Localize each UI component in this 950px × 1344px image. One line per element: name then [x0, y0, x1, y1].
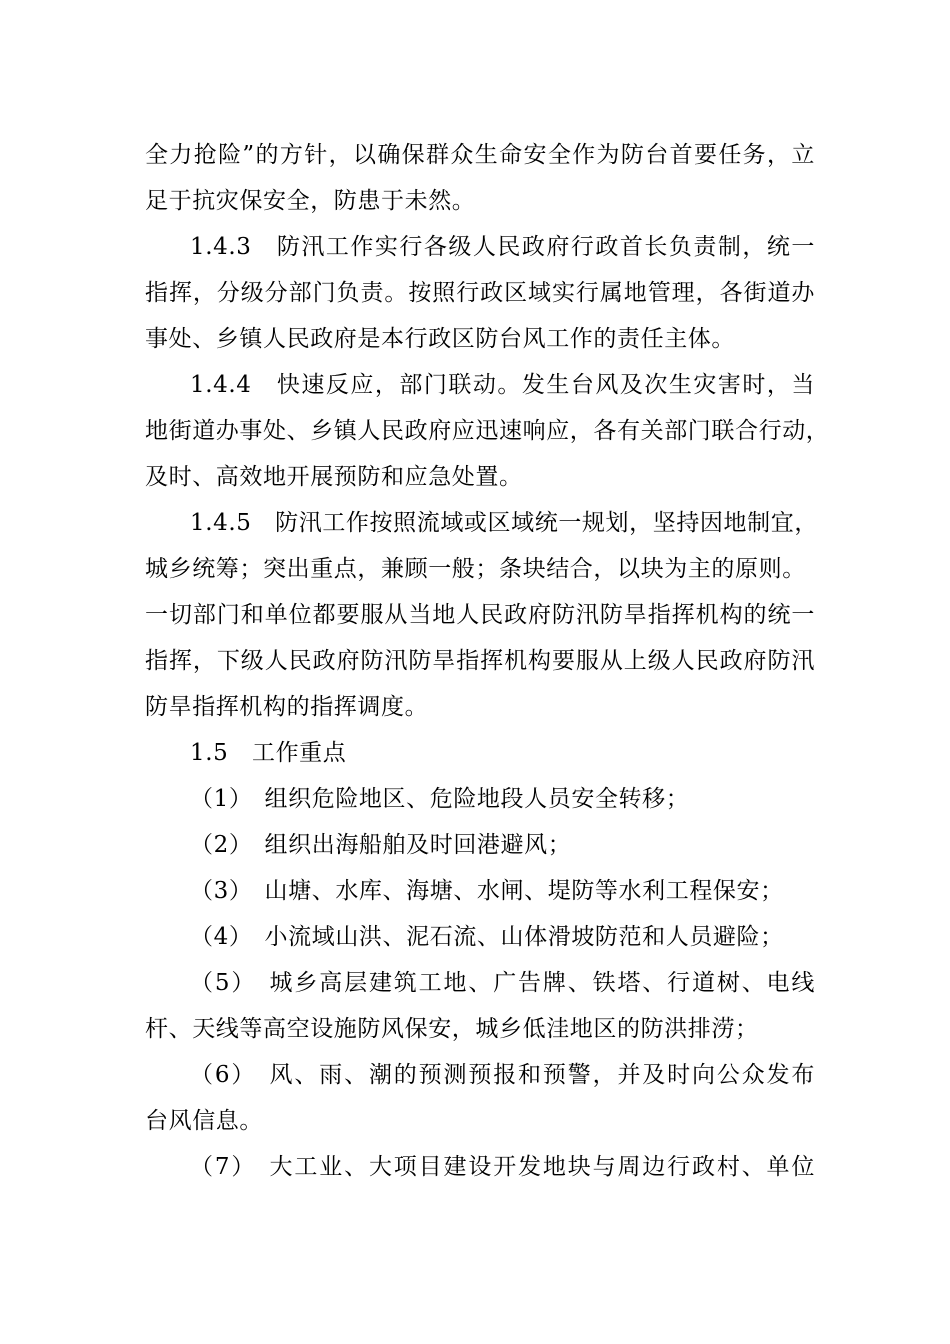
paragraph-line: 一切部门和单位都要服从当地人民政府防汛防旱指挥机构的统一: [145, 602, 815, 628]
paragraph-line: 指挥，分级分部门负责。按照行政区域实行属地管理，各街道办: [145, 280, 815, 306]
list-item: （7） 大工业、大项目建设开发地块与周边行政村、单位: [190, 1154, 815, 1180]
paragraph-line: 足于抗灾保安全，防患于未然。: [145, 188, 476, 214]
list-item: （1） 组织危险地区、危险地段人员安全转移；: [190, 786, 690, 812]
list-item-continuation: 台风信息。: [145, 1108, 263, 1134]
section-1-4-4-line: 1.4.4 快速反应，部门联动。发生台风及次生灾害时，当: [190, 372, 815, 398]
paragraph-line: 指挥，下级人民政府防汛防旱指挥机构要服从上级人民政府防汛: [145, 648, 815, 674]
list-item: （3） 山塘、水库、海塘、水闸、堤防等水利工程保安；: [190, 878, 784, 904]
paragraph-line: 城乡统筹；突出重点，兼顾一般；条块结合，以块为主的原则。: [145, 556, 806, 582]
list-item: （6） 风、雨、潮的预测预报和预警，并及时向公众发布: [190, 1062, 815, 1088]
paragraph-line: 事处、乡镇人民政府是本行政区防台风工作的责任主体。: [145, 326, 735, 352]
paragraph-line: 全力抢险”的方针，以确保群众生命安全作为防台首要任务，立: [145, 142, 815, 168]
paragraph-line: 地街道办事处、乡镇人民政府应迅速响应，各有关部门联合行动，: [145, 418, 830, 444]
list-item-continuation: 杆、天线等高空设施防风保安，城乡低洼地区的防洪排涝；: [145, 1016, 759, 1042]
list-item: （5） 城乡高层建筑工地、广告牌、铁塔、行道树、电线: [190, 970, 815, 996]
list-item: （4） 小流域山洪、泥石流、山体滑坡防范和人员避险；: [190, 924, 784, 950]
paragraph-line: 及时、高效地开展预防和应急处置。: [145, 464, 523, 490]
paragraph-line: 防旱指挥机构的指挥调度。: [145, 694, 429, 720]
section-1-4-5-line: 1.4.5 防汛工作按照流域或区域统一规划，坚持因地制宜，: [190, 510, 818, 536]
section-1-4-3-line: 1.4.3 防汛工作实行各级人民政府行政首长负责制，统一: [190, 234, 815, 260]
list-item: （2） 组织出海船舶及时回港避风；: [190, 832, 572, 858]
section-heading-1-5: 1.5 工作重点: [190, 740, 347, 766]
